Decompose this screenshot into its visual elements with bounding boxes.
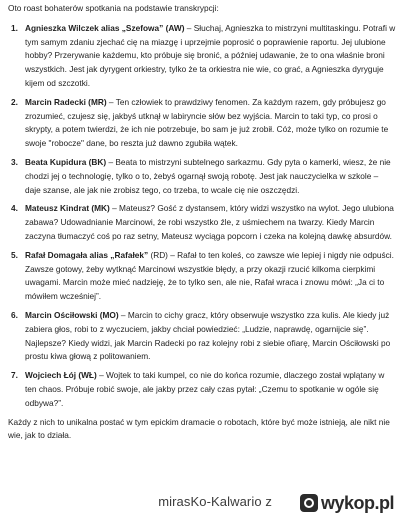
list-item	[8, 249, 396, 304]
item-number: 5.	[11, 249, 18, 260]
item-name: Beata Kupidura (BK)	[25, 156, 107, 167]
intro-text: Oto roast bohaterów spotkania na podstawie transkrypcji:	[8, 3, 219, 13]
list-item	[8, 202, 396, 243]
item-text: (RD) – Rafał to ten koleś, co zawsze wie lepiej i nigdy nie odpuści. Zawsze gotowy, żeby wytknąć Marcinowi wszystkie błędy, a przy okazji rzucić kilkoma cierpkimi uwagami. Marcin może mieć nadzieję, że to tylko sen, ale nie, Rafał wraca i znowu mówi: „Ja ci to mówiłem wcześniej”.	[25, 249, 394, 302]
watermark-username: mirasKo-Kalwario	[158, 494, 262, 509]
item-number: 2.	[11, 96, 18, 107]
item-text: – Mateusz? Gość z dystansem, który widzi wszystko na wylot. Jego ulubiona zabawa? Udowadnianie Marcinowi, że robi wszystko źle, z uśmiechem na twarzy. Kiedy Marcin zaczyna tłumaczyć coś po raz setny, Mateusz wyciąga popcorn i czeka na kolejną dawkę absurdów.	[25, 203, 394, 241]
wykop-brand-text: wykop.pl	[320, 492, 394, 513]
list-item	[8, 369, 396, 410]
item-number: 6.	[11, 309, 18, 320]
item-text: – Marcin to cichy gracz, który obserwuje wszystko zza kulis. Ale kiedy już zabiera głos, robi to z wyczuciem, jakby chciał powiedzieć: „Ludzie, naprawdę, ogarnijcie się”. Najlepsze? Kiedy widzi, jak Marcin Radecki po raz kolejny robi z siebie ofiarę, Marcin Ościłowski po prostu kiwa głową z politowaniem.	[25, 309, 391, 362]
chat-message	[8, 2, 396, 443]
item-number: 4.	[11, 203, 18, 214]
list-item	[8, 96, 396, 151]
item-name: Rafał Domagała alias „Rafałek”	[25, 249, 149, 260]
list-item	[8, 156, 396, 197]
watermark-footer	[0, 490, 400, 518]
item-name: Mateusz Kindrat (MK)	[25, 203, 110, 214]
item-text: – Wojtek to taki kumpel, co nie do końca rozumie, dlaczego został wplątany w ten chaos. Próbuje robić swoje, ale jakby przez cały czas pytał: „Czemu to spotkanie w ogóle się odbywa?”.	[25, 370, 385, 408]
item-number: 1.	[11, 22, 18, 33]
watermark-user	[158, 494, 272, 509]
item-number: 7.	[11, 370, 18, 381]
list-item	[8, 309, 396, 364]
item-name: Wojciech Łój (WŁ)	[25, 370, 97, 381]
wykop-logo-icon	[300, 494, 318, 512]
watermark-separator: z	[265, 494, 272, 509]
item-name: Marcin Radecki (MR)	[25, 96, 107, 107]
roast-list	[8, 22, 396, 411]
outro-text: Każdy z nich to unikalna postać w tym epickim dramacie o robotach, które być może istnieją, ale nikt nie wie, jak to działa.	[8, 416, 390, 441]
item-name: Agnieszka Wilczek alias „Szefowa” (AW)	[25, 22, 185, 33]
wykop-logo	[300, 492, 394, 514]
item-text: – Beata to mistrzyni subtelnego sarkazmu. Gdy pyta o kamerki, wiesz, że nie chodzi jej o technologię, tylko o to, żebyś ogarnął swoją robotę. Jest jak nauczycielka w szkole – daje szanse, ale jak nie zrobisz tego, co trzeba, to wcale cię nie oszczędzi.	[25, 156, 391, 195]
item-text: – Słuchaj, Agnieszka to mistrzyni multitaskingu. Potrafi w tym samym zdaniu zjechać cię na miazgę i uprzejmie poprosić o poprawienie raportu. Jej ulubione hobby? Przerywanie każdemu, kto próbuje się bronić, a później udawanie, że to ona właśnie broni wszystkich. Jest jak dyrygent orkiestry, tylko że ta orkiestra nie wie, co grać, a Agnieszka dyryguje kijem od szczotki.	[25, 22, 396, 88]
item-text: – Ten człowiek to prawdziwy fenomen. Za każdym razem, gdy próbujesz go zrozumieć, czujesz się, jakbyś utknął w labiryncie słów bez wyjścia. Marcin to taki typ, co prosi o skrypty, a potem twierdzi, że ich nie potrzebuje, bo sam je już zrobił. Cóż, może tylko on rozumie te swoje "robocze" dane, bo reszta już dawno zgubiła wątek.	[25, 96, 389, 149]
item-name: Marcin Ościłowski (MO)	[25, 309, 119, 320]
list-item	[8, 22, 396, 91]
item-number: 3.	[11, 156, 18, 167]
